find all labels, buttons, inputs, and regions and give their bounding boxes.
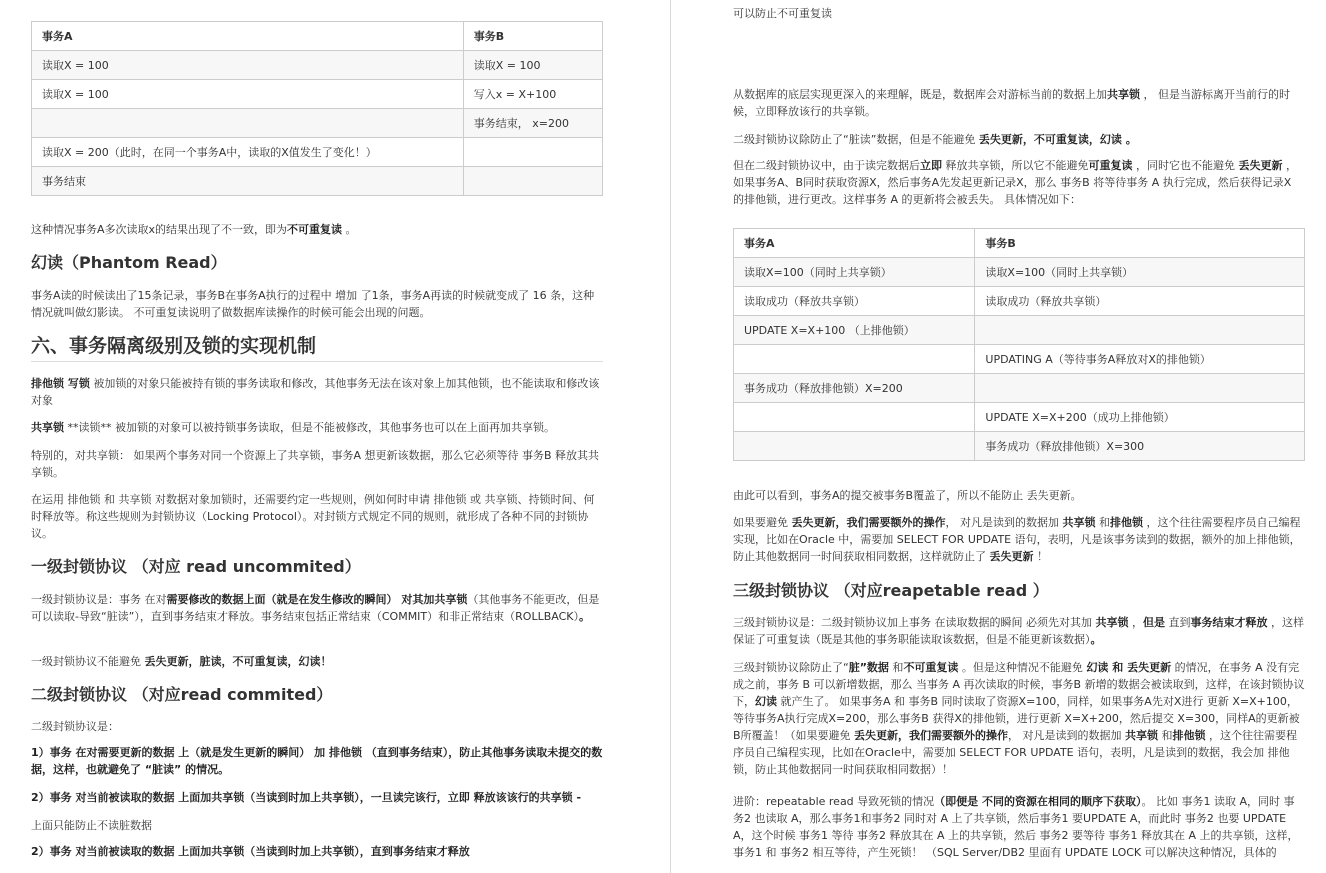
table-row: [32, 167, 603, 196]
table-cell: 读取X = 100: [32, 80, 464, 109]
table-row: [734, 258, 1305, 287]
level2-lock-rule-1: 1）事务 在对需要更新的数据 上（就是发生更新的瞬间） 加 排他锁 （直到事务结束），防止其他事务读取未提交的数据，这样，也就避免了 “脏读” 的情况。: [31, 746, 603, 776]
exclusive-lock-paragraph: 排他锁 写锁 被加锁的对象只能被持有锁的事务读取和修改，其他事务无法在该对象上加其他锁，也不能读取和修改该对象: [31, 377, 600, 407]
table-cell: UPDATE X=X+100 （上排他锁）: [734, 316, 975, 345]
heading-section-six: 六、事务隔离级别及锁的实现机制: [31, 333, 603, 362]
table-row: [734, 345, 1305, 374]
table-cell: [32, 109, 464, 138]
table-cell: 读取X=100（同时上共享锁）: [734, 258, 975, 287]
table-cell: [463, 167, 602, 196]
table-row: [734, 403, 1305, 432]
table-cell: 写入x = X+100: [463, 80, 602, 109]
lost-update-conclusion: 由此可以看到，事务A的提交被事务B覆盖了，所以不能防止 丢失更新。: [733, 489, 1082, 502]
table-row: [32, 109, 603, 138]
level2-lock-rule-2: 2）事务 对当前被读取的数据 上面加共享锁（当读到时加上共享锁），一旦读完该行，立即 释放该该行的共享锁 -: [31, 791, 582, 804]
page-divider: [670, 0, 671, 873]
shared-lock-paragraph: 共享锁 **读锁** 被加锁的对象可以被持锁事务读取，但是不能被修改，其他事务也可以在上面再加共享锁。: [31, 421, 555, 434]
table-header-cell: 事务B: [975, 229, 1305, 258]
table-cell: UPDATE X=X+200（成功上排他锁）: [975, 403, 1305, 432]
table-row: [32, 80, 603, 109]
table-header-cell: 事务B: [463, 22, 602, 51]
table-cell: [975, 316, 1305, 345]
table-cell: 事务结束: [32, 167, 464, 196]
table-cell: 读取X = 100: [463, 51, 602, 80]
level2-lock-note: 上面只能防止不读脏数据: [31, 819, 152, 832]
level3-lock-limit-paragraph: 三级封锁协议除防止了“脏”数据 和不可重复读 。但是这种情况不能避免 幻读 和 丢失更新 的情况，在事务 A 没有完成之前，事务 B 可以新增数据，那么 当事务 A 再次读取的时候，事务B 新增的数据会被读取到，这样，在该封锁协议下，幻读 就产生了。 如果事务A 和 事务B 同时读取了资源X=100，同样，如果事务A先对X进行 更新 X=X+100，等待事务A执行完成X=200，那么事务B 获得X的排他锁，进行更新 X=X+200，然后提交 X=300，同样A的更新被B所覆盖！（如果要避免 丢失更新，我们需要额外的操作， 对凡是读到的数据加 共享锁 和排他锁 ，这个往往需要程序员自己编程实现，比如在Oracle中，需要加 SELECT FOR UPDATE 语句，表明，凡是读到的数据，我会加 排他锁，防止其他数据同一时间获取相同数据）！: [733, 661, 1305, 776]
table-header-row: [32, 22, 603, 51]
table-row: [734, 374, 1305, 403]
heading-level2-lock: 二级封锁协议 （对应read commited）: [31, 685, 333, 704]
transaction-table-1: [31, 21, 603, 196]
locking-protocol-paragraph: 在运用 排他锁 和 共享锁 对数据对象加锁时，还需要约定一些规则，例如何时申请 排他锁 或 共享锁、持锁时间、何时释放等。称这些规则为封锁协议（Locking Protocol）。对封锁方式规定不同的规则，就形成了各种不同的封锁协议。: [31, 493, 595, 540]
level1-lock-limit-paragraph: 一级封锁协议不能避免 丢失更新，脏读，不可重复读，幻读！: [31, 655, 332, 668]
heading-phantom-read: 幻读（Phantom Read）: [31, 253, 227, 272]
level2-prevention-paragraph: 二级封锁协议除防止了“脏读”数据，但是不能避免 丢失更新，不可重复读，幻读 。: [733, 133, 1137, 146]
table-cell: 读取成功（释放共享锁）: [975, 287, 1305, 316]
table-row: [734, 316, 1305, 345]
level2-lost-update-paragraph: 但在二级封锁协议中，由于读完数据后立即 释放共享锁，所以它不能避免可重复读 ，同时它也不能避免 丢失更新 ，如果事务A、B同时获取资源X，然后事务A先发起更新记录X，那么 事务B 将等待事务 A 执行完成，然后获得记录X 的排他锁，进行更改。这样事务 A 的更新将会被丢失。 具体情况如下：: [733, 159, 1297, 206]
table-cell: 读取X = 100: [32, 51, 464, 80]
table-cell: 事务成功（释放排他锁）X=300: [975, 432, 1305, 461]
table-row: [734, 432, 1305, 461]
table-header-row: [734, 229, 1305, 258]
table-cell: 事务结束， x=200: [463, 109, 602, 138]
transaction-table-2: [733, 228, 1305, 461]
level3-lock-paragraph: 三级封锁协议是：二级封锁协议加上事务 在读取数据的瞬间 必须先对其加 共享锁 ，但是 直到事务结束才释放 ，这样保证了可重复读（既是其他的事务职能读取该数据，但是不能更新该数据）。: [733, 616, 1304, 646]
avoid-lost-update-paragraph: 如果要避免 丢失更新，我们需要额外的操作， 对凡是读到的数据加 共享锁 和排他锁 ，这个往往需要程序员自己编程实现，比如在Oracle 中，需要加 SELECT FOR UPDATE 语句，表明，凡是该事务读到的数据，额外的加上排他锁，防止其他数据同一时间获取相同数据，这样就防止了 丢失更新 ！: [733, 516, 1301, 563]
table-header-cell: 事务A: [32, 22, 464, 51]
level1-lock-paragraph: 一级封锁协议是：事务 在对需要修改的数据上面（就是在发生修改的瞬间） 对其加共享锁（其他事务不能更改，但是可以读取-导致“脏读”），直到事务结束才释放。事务结束包括正常结束（COMMIT）和非正常结束（ROLLBACK）。: [31, 593, 600, 623]
table-cell: [734, 432, 975, 461]
level2-lock-rule-2b: 2）事务 对当前被读取的数据 上面加共享锁（当读到时加上共享锁），直到事务结束才释放: [31, 845, 470, 858]
table-row: [32, 51, 603, 80]
table-cell: 读取成功（释放共享锁）: [734, 287, 975, 316]
heading-level3-lock: 三级封锁协议 （对应reapetable read ）: [733, 581, 1049, 600]
table-cell: 读取X = 200（此时，在同一个事务A中，读取的X值发生了变化！）: [32, 138, 464, 167]
table-cell: 读取X=100（同时上共享锁）: [975, 258, 1305, 287]
phantom-read-paragraph: 事务A读的时候读出了15条记录，事务B在事务A执行的过程中 增加 了1条，事务A再读的时候就变成了 16 条，这种情况就叫做幻影读。 不可重复读说明了做数据库读操作的时候可能会出现的问题。: [31, 289, 595, 319]
table-row: [734, 287, 1305, 316]
table-cell: [734, 345, 975, 374]
table-cell: 事务成功（释放排他锁）X=200: [734, 374, 975, 403]
table-row: [32, 138, 603, 167]
table-cell: [975, 374, 1305, 403]
shared-lock-special-paragraph: 特别的，对共享锁： 如果两个事务对同一个资源上了共享锁，事务A 想更新该数据，那么它必须等待 事务B 释放其共享锁。: [31, 449, 600, 479]
table-cell: [734, 403, 975, 432]
heading-level1-lock: 一级封锁协议 （对应 read uncommited）: [31, 557, 361, 576]
table-cell: UPDATING A（等待事务A释放对X的排他锁）: [975, 345, 1305, 374]
table-cell: [463, 138, 602, 167]
prevent-nonrepeatable-line: 可以防止不可重复读: [733, 7, 832, 20]
deadlock-advanced-paragraph: 进阶：repeatable read 导致死锁的情况（即便是 不同的资源在相同的顺序下获取）。 比如 事务1 读取 A，同时 事务2 也读取 A，那么事务1和事务2 同时对 A 上了共享锁，然后事务1 要UPDATE A，而此时 事务2 也要 UPDATE A，这个时候 事务1 等待 事务2 释放其在 A 上的共享锁，然后 事务2 要等待 事务1 释放其在 A 上的共享锁，这样，事务1 和 事务2 相互等待，产生死锁！ （SQL Server/DB2 里面有 UPDATE LOCK 可以解决这种情况，具体的: [733, 795, 1299, 859]
nonrepeatable-summary: 这种情况事务A多次读取x的结果出现了不一致，即为不可重复读 。: [31, 223, 357, 236]
table-header-cell: 事务A: [734, 229, 975, 258]
cursor-implementation-paragraph: 从数据库的底层实现更深入的来理解，既是，数据库会对游标当前的数据上加共享锁 ， 但是当游标离开当前行的时候，立即释放该行的共享锁。: [733, 88, 1290, 118]
level2-lock-intro: 二级封锁协议是：: [31, 720, 119, 733]
